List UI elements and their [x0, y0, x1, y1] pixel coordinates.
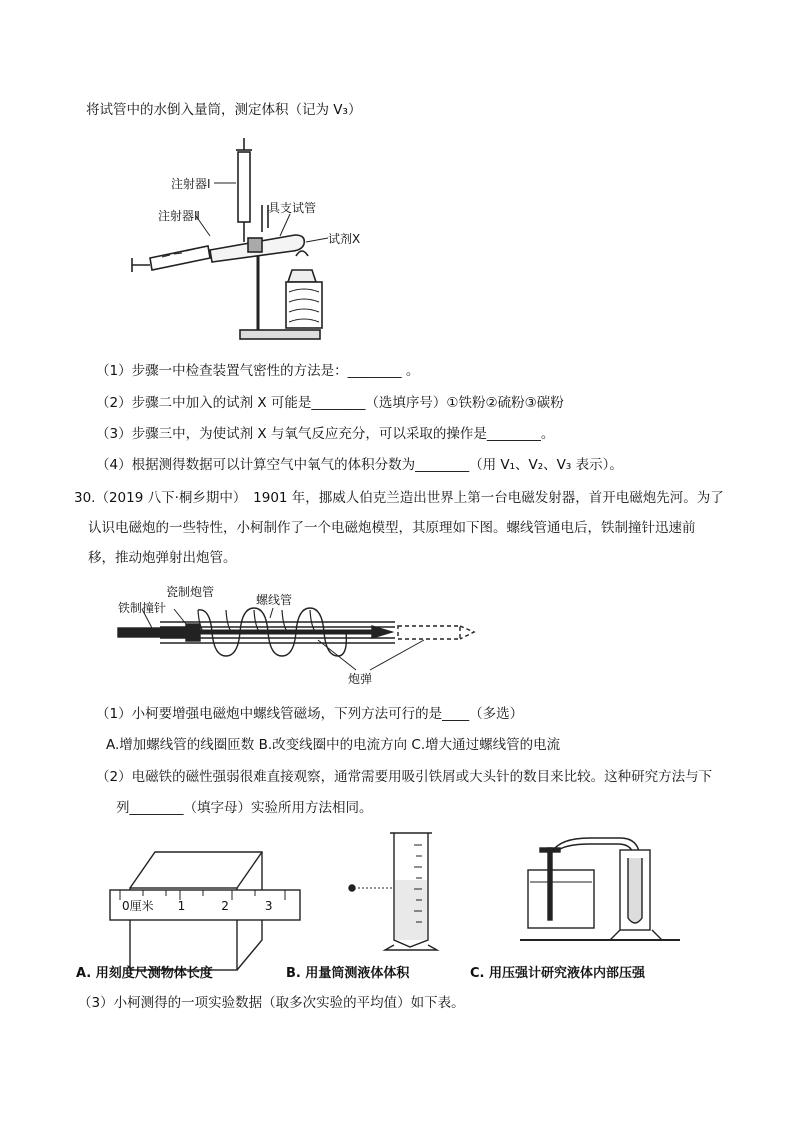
q30-sub2-line1: （2）电磁铁的磁性强弱很难直接观察，通常需要用吸引铁屑或大头针的数目来比较。这种研究方法与下: [96, 769, 713, 785]
label-iron-pin: 铁制撞针: [118, 601, 167, 615]
label-reagent: 试剂X: [328, 232, 361, 246]
label-ceramic-tube: 瓷制炮管: [166, 585, 215, 599]
label-tube: 具支试管: [268, 201, 317, 215]
q30-sub1: （1）小柯要增强电磁炮中螺线管磁场，下列方法可行的是____（多选）: [96, 706, 524, 722]
q30-sub3: （3）小柯测得的一项实验数据（取多次实验的平均值）如下表。: [78, 995, 465, 1011]
label-syringe-2: 注射器Ⅱ: [158, 209, 200, 223]
label-solenoid: 螺线管: [256, 593, 293, 607]
q30-sub1-options: A.增加螺线管的线圈匝数 B.改变线圈中的电流方向 C.增大通过螺线管的电流: [106, 737, 561, 753]
label-shell: 炮弹: [348, 672, 373, 686]
caption-c: C. 用压强计研究液体内部压强: [470, 966, 646, 981]
ruler-label: 0厘米 1 2 3: [122, 899, 273, 913]
q30-sub2-line2: 列________（填字母）实验所用方法相同。: [116, 800, 373, 816]
q29-sub3: （3）步骤三中，为使试剂 X 与氧气反应充分，可以采取的操作是________。: [96, 426, 555, 442]
q29-sub2: （2）步骤二中加入的试剂 X 可能是________（选填序号）①铁粉②硫粉③碳粉: [96, 395, 564, 411]
intro-line: 将试管中的水倒入量筒，测定体积（记为 V₃）: [86, 102, 362, 118]
caption-a: A. 用刻度尺测物体长度: [76, 966, 213, 981]
q30-line2: 认识电磁炮的一些特性，小柯制作了一个电磁炮模型，其原理如下图。螺线管通电后，铁制撞针迅速前: [88, 520, 696, 536]
q29-sub4: （4）根据测得数据可以计算空气中氧气的体积分数为________（用 V₁、V₂、V₃ 表示）。: [96, 457, 623, 473]
label-syringe-1: 注射器Ⅰ: [171, 177, 211, 191]
caption-b: B. 用量筒测液体体积: [286, 966, 410, 981]
q29-sub1: （1）步骤一中检查装置气密性的方法是：________ 。: [96, 363, 420, 379]
q30-line3: 移，推动炮弹射出炮管。: [88, 550, 237, 566]
q30-line1: 30.（2019 八下·桐乡期中） 1901 年，挪威人伯克兰造出世界上第一台电磁发射器，首开电磁炮先河。为了: [74, 490, 724, 506]
